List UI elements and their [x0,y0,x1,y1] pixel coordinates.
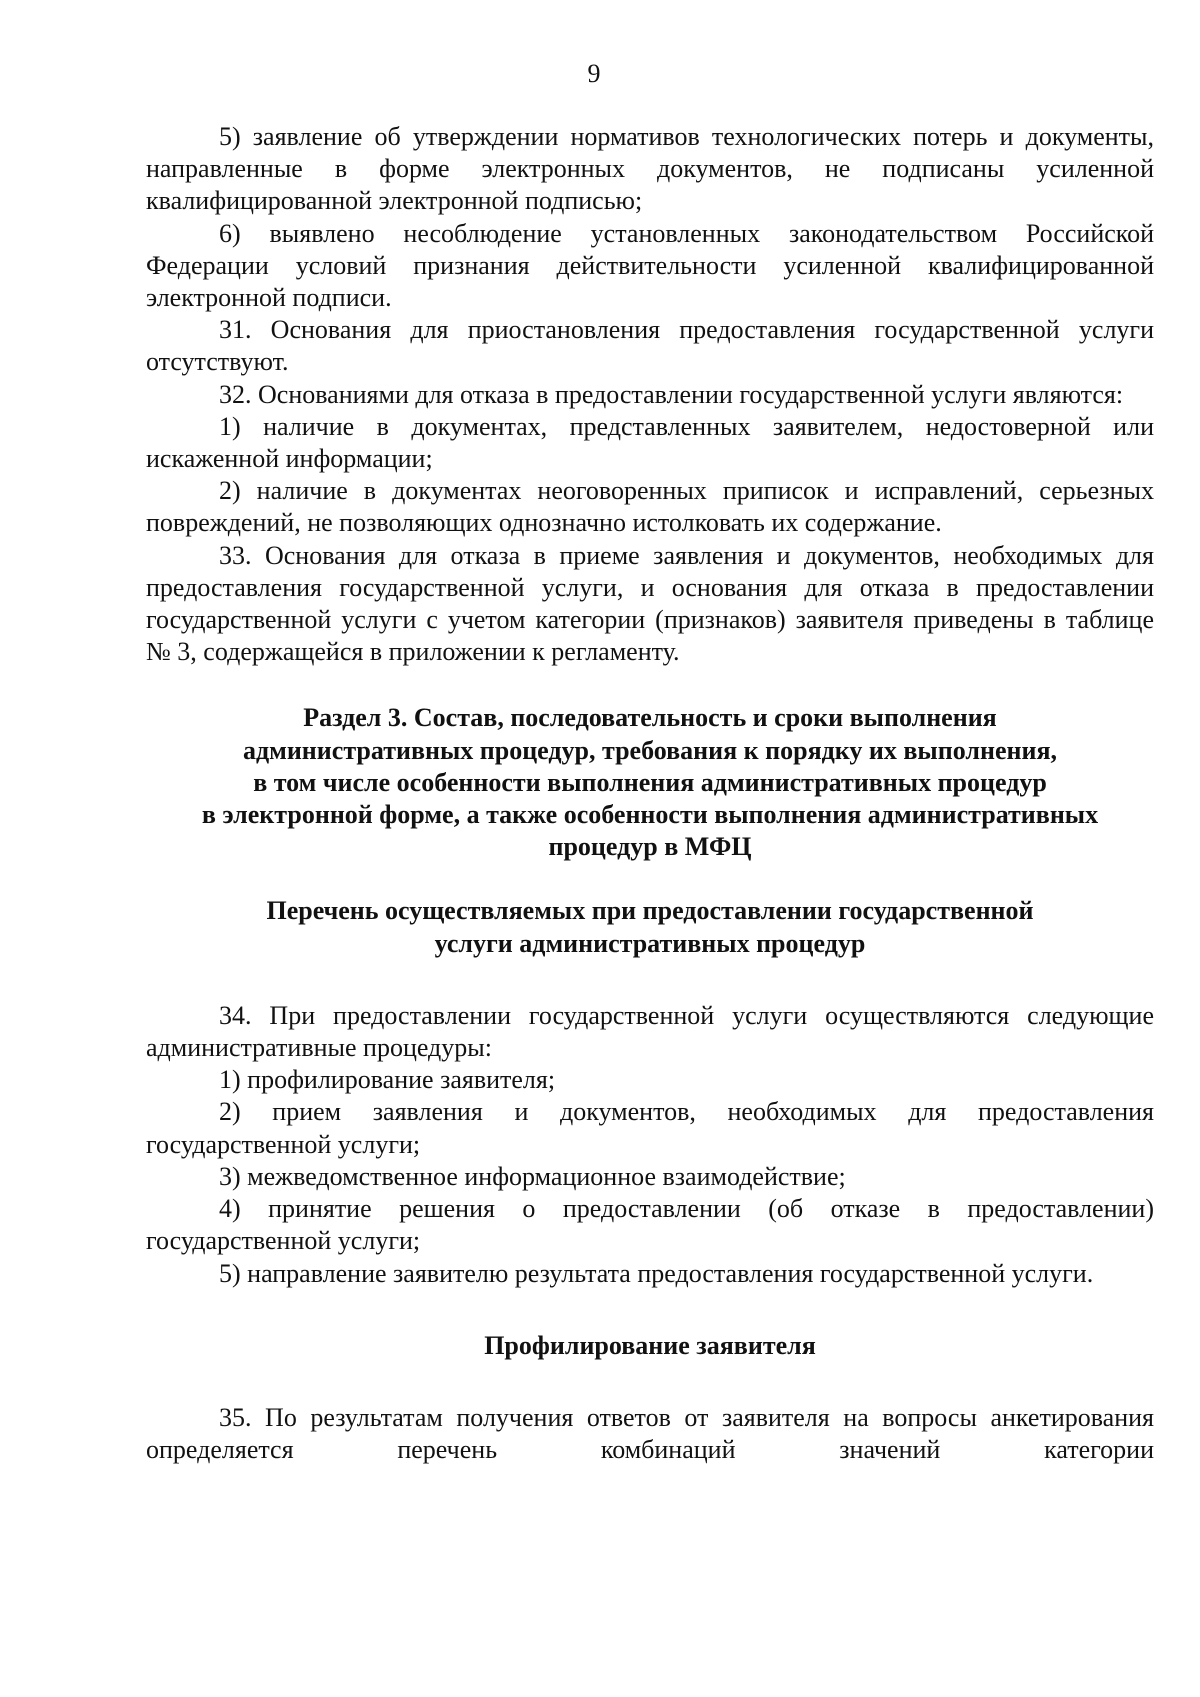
subsection-title [146,895,1154,959]
paragraph-34-item-4: 4) принятие решения о предоставлении (об отказе в предоставлении) государственной услуги; [146,1194,1154,1256]
paragraph-34-item-3: 3) межведомственное информационное взаимодействие; [219,1161,846,1191]
section-title-line: в том числе особенности выполнения административных процедур [253,767,1047,797]
paragraph-33: 33. Основания для отказа в приеме заявления и документов, необходимых для предоставления государственной услуги, и основания для отказа в предоставлении государственной услуги с учетом категории (признаков) заявителя приведены в таблице № 3, содержащейся в приложении к регламенту. [146,540,1154,667]
profiling-title: Профилирование заявителя [484,1330,816,1360]
paragraph-32: 32. Основаниями для отказа в предоставлении государственной услуги являются: [219,379,1124,409]
document-body [146,121,1154,1466]
page-number: 9 [587,59,601,88]
paragraph-32-item-2: 2) наличие в документах неоговоренных приписок и исправлений, серьезных повреждений, не позволяющих однозначно истолковать их содержание. [146,476,1154,538]
subsection-title-line: услуги административных процедур [434,928,866,958]
section-title [146,702,1154,863]
paragraph-item-5: 5) заявление об утверждении нормативов технологических потерь и документы, направленные в форме электронных документов, не подписаны усиленной квалифицированной электронной подписью; [146,122,1154,216]
paragraph-32-item-1: 1) наличие в документах, представленных заявителем, недостоверной или искаженной информации; [146,411,1154,474]
section-title-line: Раздел 3. Состав, последовательность и сроки выполнения [303,703,997,733]
paragraph-item-6: 6) выявлено несоблюдение установленных законодательством Российской Федерации условий признания действительности усиленной квалифицированной электронной подписи. [146,218,1154,313]
paragraph-35: 35. По результатам получения ответов от заявителя на вопросы анкетирования определяется перечень комбинаций значений категории [146,1402,1154,1465]
section-title-line: в электронной форме, а также особенности выполнения административных [201,800,1099,830]
paragraph-34-item-2: 2) прием заявления и документов, необходимых для предоставления государственной услуги; [146,1097,1154,1159]
section-title-line: процедур в МФЦ [548,832,752,862]
paragraph-34-item-5: 5) направление заявителю результата предоставления государственной услуги. [219,1258,1094,1288]
paragraph-34: 34. При предоставлении государственной услуги осуществляются следующие административные процедуры: [146,1000,1154,1063]
subsection-title-line: Перечень осуществляемых при предоставлении государственной [266,896,1034,926]
paragraph-31: 31. Основания для приостановления предоставления государственной услуги отсутствуют. [146,315,1154,377]
paragraph-34-item-1: 1) профилирование заявителя; [219,1065,556,1095]
section-title-line: административных процедур, требования к порядку их выполнения, [242,735,1058,765]
